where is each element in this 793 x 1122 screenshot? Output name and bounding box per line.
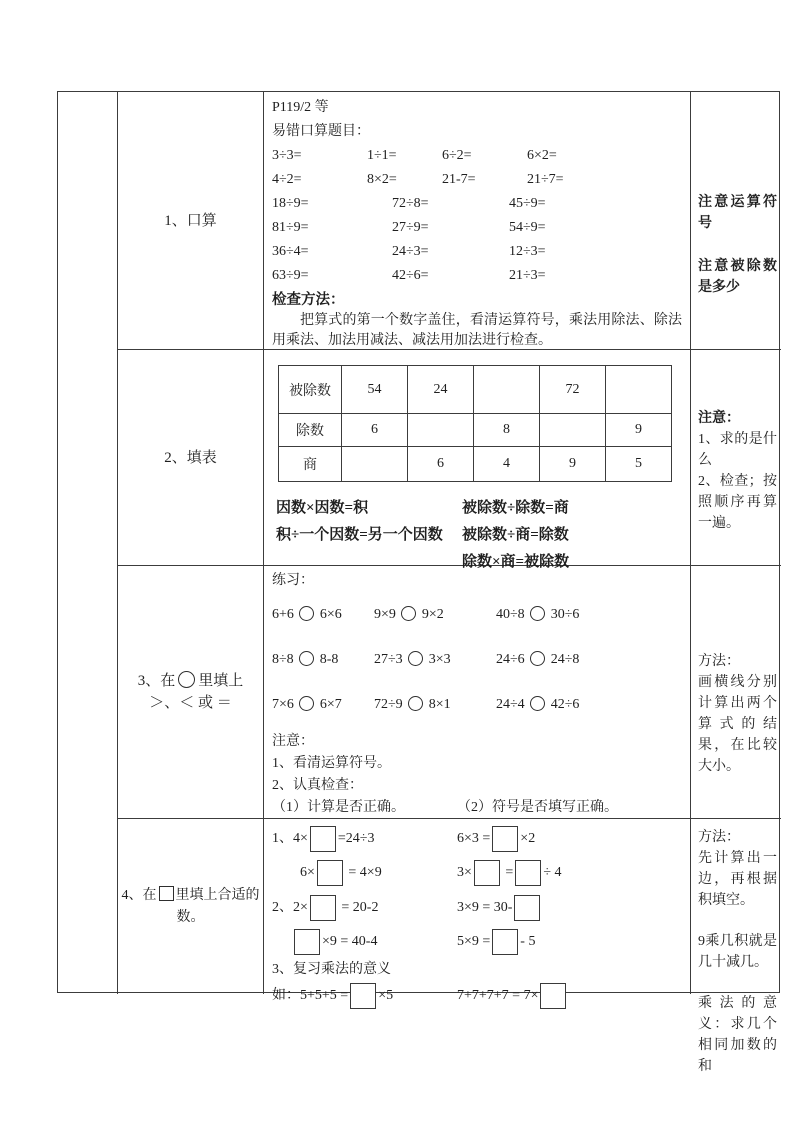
equation-line: [272, 856, 684, 890]
answer-box: [310, 895, 336, 921]
formula: 积÷一个因数=另一个因数: [276, 527, 443, 543]
math-problem: 42÷6=: [392, 268, 429, 283]
equation-left: 2、2× = 20-2: [272, 895, 457, 921]
row4-content: [264, 819, 691, 1004]
fill-in-table: [278, 365, 672, 482]
math-problem: 1÷1=: [367, 148, 397, 163]
comparison-circle: [408, 696, 423, 711]
worksheet-table: [57, 91, 780, 1074]
row3-notes-title: 注意：: [272, 734, 314, 749]
equation-left: 6× = 4×9: [272, 860, 457, 886]
oral-problem-line: [272, 192, 684, 216]
comparison-line: [272, 682, 684, 727]
row3-note-3a: （1）计算是否正确。: [272, 800, 405, 815]
answer-box: [294, 929, 320, 955]
row4-label-suffix: 里填上合适的数。: [175, 887, 260, 925]
fill-table-cell: 72: [540, 366, 606, 414]
row2-notes: [691, 350, 781, 566]
fill-table-cell: 5: [606, 447, 672, 482]
fill-table-header-cell: 被除数: [279, 366, 342, 414]
math-problem: 4÷2=: [272, 172, 302, 187]
answer-box: [514, 895, 540, 921]
equation-right: 5×9 = - 5: [457, 929, 535, 955]
equation-left: ×9 = 40-4: [272, 929, 457, 955]
fill-table-row: [279, 414, 672, 447]
equation-line: [272, 822, 684, 856]
math-problem: 3÷3=: [272, 148, 302, 163]
answer-box: [540, 983, 566, 1009]
comparison-problem: 6+6 6×6: [272, 607, 342, 622]
fill-table-cell: [474, 366, 540, 414]
page-reference: P119/2 等: [272, 100, 329, 115]
fill-table-cell: [606, 366, 672, 414]
equation-right: 6×3 = ×2: [457, 826, 535, 852]
math-problem: 6×2=: [527, 148, 557, 163]
oral-problems-grid: [272, 144, 684, 288]
comparison-problem: 24÷4 42÷6: [496, 697, 580, 712]
row4-side-paras: [698, 848, 777, 1077]
answer-box: [515, 860, 541, 886]
formulas-left: [276, 495, 462, 576]
row3-note-2: 2、认真检查：: [272, 778, 363, 793]
math-problem: 18÷9=: [272, 196, 309, 211]
practice-title: 练习：: [272, 573, 314, 588]
equation-right: 3×9 = 30-: [457, 895, 542, 921]
row2-label-text: 2、填表: [164, 449, 217, 466]
row3-notes: [691, 566, 781, 819]
math-problem: 45÷9=: [509, 196, 546, 211]
oral-problem-line: [272, 240, 684, 264]
formula: 除数×商=被除数: [462, 554, 570, 570]
comparison-circle: [299, 696, 314, 711]
formula: 被除数÷商=除数: [462, 527, 569, 543]
row2-note-2: 2、检查；按照顺序再算一遍。: [698, 474, 777, 531]
comparison-circle: [530, 651, 545, 666]
answer-box: [310, 826, 336, 852]
comparison-circle: [401, 606, 416, 621]
answer-box: [350, 983, 376, 1009]
fill-table-cell: [342, 447, 408, 482]
side-note-paragraph: 9乘几积就是几十减几。: [698, 934, 777, 970]
answer-box: [317, 860, 343, 886]
comparison-line: [272, 637, 684, 682]
equation-right: 7+7+7+7 = 7×: [457, 983, 568, 1009]
row3-note-1: 1、看清运算符号。: [272, 756, 391, 771]
row2-notes-title: 注意：: [698, 411, 740, 426]
row3-label-prefix: 3、在: [137, 673, 176, 689]
comparison-problem: 40÷8 30÷6: [496, 607, 580, 622]
row4-label-line: [118, 885, 263, 929]
formula-block: [272, 495, 684, 576]
math-problem: 24÷3=: [392, 244, 429, 259]
comparison-problem: 27÷3 3×3: [374, 652, 451, 667]
side-note-paragraph: 先计算出一边，再根据积填空。: [698, 851, 777, 908]
oral-problem-line: [272, 264, 684, 288]
row2-label: [118, 350, 264, 566]
oral-problems-subheader: 易错口算题目：: [272, 124, 370, 139]
math-problem: 6÷2=: [442, 148, 472, 163]
math-problem: 27÷9=: [392, 220, 429, 235]
fill-table-cell: 24: [408, 366, 474, 414]
fill-table-header-cell: 商: [279, 447, 342, 482]
check-method-title: 检查方法：: [272, 292, 345, 308]
row1-note-operator: 注意运算符号: [698, 195, 777, 231]
fill-table-header-cell: 除数: [279, 414, 342, 447]
row1-label: [118, 92, 264, 350]
row1-content: [264, 92, 691, 350]
fill-table-row: [279, 366, 672, 414]
comparison-problem: 24÷6 24÷8: [496, 652, 580, 667]
fill-table-row: [279, 447, 672, 482]
math-problem: 63÷9=: [272, 268, 309, 283]
equation-line: [272, 978, 684, 1014]
row3-side-title: 方法：: [698, 654, 740, 669]
fill-table-cell: 6: [408, 447, 474, 482]
math-problem: 54÷9=: [509, 220, 546, 235]
fill-table-cell: 54: [342, 366, 408, 414]
row2-content: [264, 350, 691, 570]
comparison-problem: 8÷8 8-8: [272, 652, 339, 667]
equation-right: 3× = ÷ 4: [457, 860, 562, 886]
comparison-circle: [408, 651, 423, 666]
row3-side-body: 画横线分别计算出两个算式的结果，在比较大小。: [698, 675, 777, 774]
row1-notes: [691, 92, 781, 350]
answer-box: [492, 929, 518, 955]
row3-label-line1: [138, 670, 244, 692]
oral-problem-line: [272, 216, 684, 240]
comparison-problem: 9×9 9×2: [374, 607, 444, 622]
formulas-right: [462, 495, 569, 576]
comparison-line: [272, 592, 684, 637]
comparison-problem: 7×6 6×7: [272, 697, 342, 712]
fill-table-cell: [408, 414, 474, 447]
row3-label-line2: ＞、＜ 或 ＝: [149, 695, 232, 711]
math-problem: 21-7=: [442, 172, 476, 187]
formula: 被除数÷除数=商: [462, 500, 569, 516]
equation-line: [272, 958, 684, 978]
equation-left: 如：5+5+5 = ×5: [272, 983, 457, 1009]
row1-label-text: 1、口算: [164, 212, 217, 229]
fill-table-cell: 4: [474, 447, 540, 482]
math-problem: 12÷3=: [509, 244, 546, 259]
formula: 因数×因数=积: [276, 500, 369, 516]
circle-shape: [178, 671, 195, 688]
comparison-problems: [272, 592, 684, 727]
equation-line: [272, 890, 684, 926]
comparison-circle: [530, 696, 545, 711]
fill-table-cell: 8: [474, 414, 540, 447]
fill-table-cell: 9: [606, 414, 672, 447]
comparison-problem: 72÷9 8×1: [374, 697, 451, 712]
comparison-circle: [299, 606, 314, 621]
row4-side-title: 方法：: [698, 830, 740, 845]
empty-left-column: [58, 92, 118, 994]
math-problem: 72÷8=: [392, 196, 429, 211]
math-problem: 36÷4=: [272, 244, 309, 259]
row1-note-dividend: 注意被除数是多少: [698, 259, 777, 295]
answer-box: [474, 860, 500, 886]
fill-table-cell: 9: [540, 447, 606, 482]
row3-label-suffix: 里填上: [198, 673, 244, 689]
equation-left: 3、复习乘法的意义: [272, 962, 391, 977]
comparison-circle: [299, 651, 314, 666]
check-method-body: 把算式的第一个数字盖住，看清运算符号，乘法用除法、除法用乘法、加法用减法、减法用加法进行检查。: [272, 313, 682, 348]
math-problem: 8×2=: [367, 172, 397, 187]
math-problem: 21÷3=: [509, 268, 546, 283]
square-shape: [159, 886, 174, 901]
row4-label: [118, 819, 264, 994]
math-problem: 21÷7=: [527, 172, 564, 187]
row3-content: [264, 566, 691, 819]
oral-problem-line: [272, 168, 684, 192]
row4-label-prefix: 4、在: [121, 887, 157, 903]
row3-label: [118, 566, 264, 819]
answer-box: [492, 826, 518, 852]
row4-notes: [691, 819, 781, 1074]
side-note-paragraph: 乘法的意义：求几个相同加数的和: [698, 996, 777, 1074]
row2-note-1: 1、求的是什么: [698, 432, 777, 468]
equation-line: [272, 926, 684, 958]
fill-table-cell: 6: [342, 414, 408, 447]
row3-note-3: [272, 797, 684, 819]
comparison-circle: [530, 606, 545, 621]
equation-problems: [272, 822, 684, 1014]
math-problem: 81÷9=: [272, 220, 309, 235]
oral-problem-line: [272, 144, 684, 168]
fill-table-cell: [540, 414, 606, 447]
row3-note-3b: （2）符号是否填写正确。: [457, 800, 618, 815]
equation-left: 1、4× =24÷3: [272, 826, 457, 852]
